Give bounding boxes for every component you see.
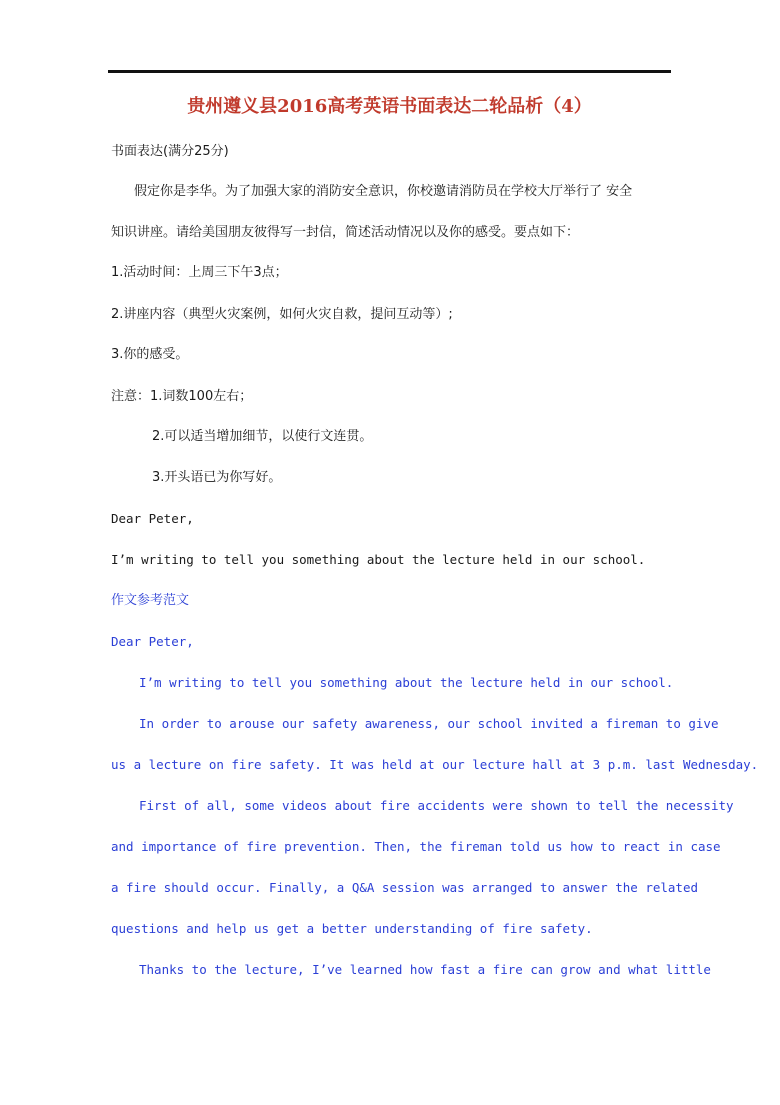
- note-2: 2.可以适当增加细节，以使行文连贯。: [152, 429, 373, 444]
- sample-greeting: Dear Peter,: [111, 634, 194, 649]
- letter-greeting: Dear Peter,: [111, 511, 194, 526]
- sample-paragraph-3-line-1: Thanks to the lecture, I’ve learned how fast a fire can grow and what little: [139, 962, 711, 977]
- note-1: 注意：1.词数100左右；: [111, 389, 253, 404]
- requirement-point-2: 2.讲座内容（典型火灾案例，如何火灾自救，提问互动等）;: [111, 307, 453, 322]
- note-3: 3.开头语已为你写好。: [152, 470, 282, 485]
- sample-paragraph-2-line-4: questions and help us get a better understanding of fire safety.: [111, 921, 593, 936]
- sample-paragraph-2-line-1: First of all, some videos about fire accidents were shown to tell the necessity: [139, 798, 734, 813]
- document-title: 贵州遵义县2016高考英语书面表达二轮品析（4）: [187, 96, 592, 117]
- sample-opening: I’m writing to tell you something about the lecture held in our school.: [139, 675, 674, 690]
- header-rule: [108, 70, 671, 73]
- letter-opening: I’m writing to tell you something about the lecture held in our school.: [111, 552, 646, 567]
- sample-paragraph-1-line-2: us a lecture on fire safety. It was held at our lecture hall at 3 p.m. last Wednesday.: [111, 757, 759, 772]
- prompt-line-1: 假定你是李华。为了加强大家的消防安全意识，你校邀请消防员在学校大厅举行了 安全: [134, 184, 633, 199]
- requirement-point-1: 1.活动时间：上周三下午3点；: [111, 265, 288, 280]
- prompt-line-2: 知识讲座。请给美国朋友彼得写一封信，简述活动情况以及你的感受。要点如下：: [111, 225, 580, 240]
- sample-paragraph-1-line-1: In order to arouse our safety awareness, our school invited a fireman to give: [139, 716, 719, 731]
- sample-essay-heading: 作文参考范文: [111, 593, 190, 608]
- sample-paragraph-2-line-2: and importance of fire prevention. Then, the fireman told us how to react in case: [111, 839, 721, 854]
- sample-paragraph-2-line-3: a fire should occur. Finally, a Q&A session was arranged to answer the related: [111, 880, 698, 895]
- requirement-point-3: 3.你的感受。: [111, 347, 189, 362]
- section-label: 书面表达(满分25分): [111, 144, 229, 159]
